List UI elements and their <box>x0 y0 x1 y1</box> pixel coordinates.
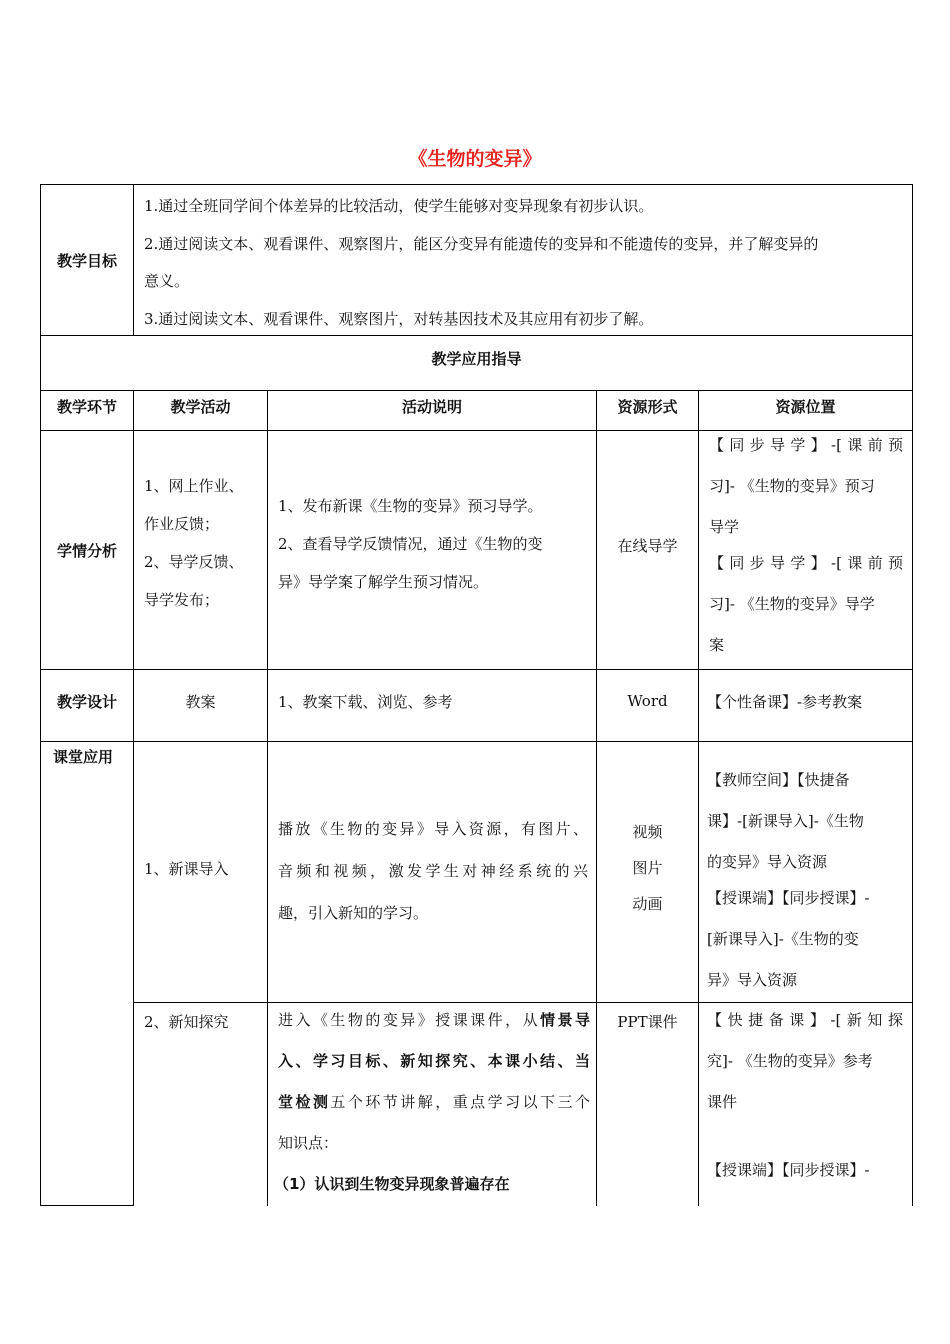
location-line: 导学 <box>709 518 740 536</box>
location-new-knowledge <box>699 1000 912 1191</box>
location-line: 究]- 《生物的变异》参考 <box>707 1052 873 1070</box>
description-text: 进入《生物的变异》授课课件，从 <box>278 1011 541 1029</box>
stage-design: 教学设计 <box>56 692 117 711</box>
activity-new-lesson: 1、新课导入 <box>144 859 229 878</box>
goal-item: 1.通过全班同学间个体差异的比较活动，使学生能够对变异现象有初步认识。 <box>144 197 654 215</box>
description-line: 音频和视频，激发学生对神经系统的兴 <box>278 862 588 880</box>
description-line: 2、查看导学反馈情况，通过《生物的变 <box>278 535 543 553</box>
table-border <box>40 1205 133 1206</box>
guide-title: 教学应用指导 <box>431 349 522 368</box>
location-line: 课件 <box>707 1093 738 1111</box>
header-stage: 教学环节 <box>56 397 117 416</box>
table-border <box>912 184 913 1206</box>
location-line: 【同步导学】-[课前预 <box>709 436 903 454</box>
location-line: 【快捷备课】-[新知探 <box>707 1011 903 1029</box>
goals-label: 教学目标 <box>56 251 117 270</box>
header-resource-form: 资源形式 <box>617 397 678 416</box>
goal-item: 2.通过阅读文本、观看课件、观察图片，能区分变异有能遗传的变异和不能遗传的变异，并了解变异的 <box>144 234 819 253</box>
location-line: 异》导入资源 <box>707 971 798 989</box>
description-line <box>278 1000 590 1041</box>
goals-content <box>134 185 912 335</box>
location-line: 案 <box>709 636 725 654</box>
form-new-lesson <box>597 814 698 922</box>
activity-line: 作业反馈； <box>144 515 220 533</box>
header-resource-location: 资源位置 <box>775 397 836 416</box>
activity-line: 1、网上作业、 <box>144 477 244 495</box>
stage-analysis: 学情分析 <box>56 541 117 560</box>
goal-item: 意义。 <box>144 272 190 290</box>
location-line: 【授课端】【同步授课】- <box>707 889 870 907</box>
activity-line: 导学发布； <box>144 591 220 609</box>
form-new-knowledge: PPT课件 <box>617 1013 678 1031</box>
stage-classroom: 课堂应用 <box>53 748 114 766</box>
location-line: 【教师空间】【快捷备 <box>707 771 850 789</box>
activity-analysis <box>134 467 267 619</box>
location-line: [新课导入]-《生物的变 <box>707 930 859 948</box>
knowledge-point: （1）认识到生物变异现象普遍存在 <box>274 1175 510 1193</box>
description-line <box>278 1082 590 1123</box>
location-line: 【授课端】【同步授课】- <box>707 1161 870 1179</box>
location-analysis <box>699 425 912 666</box>
description-emphasis: 入、学习目标、新知探究、本课小结、当 <box>278 1052 590 1070</box>
activity-line: 2、导学反馈、 <box>144 553 244 571</box>
description-analysis <box>268 487 596 601</box>
document-title: 《生物的变异》 <box>408 148 542 170</box>
activity-design: 教案 <box>185 692 216 711</box>
form-line: 视频 <box>632 823 663 841</box>
header-activity: 教学活动 <box>170 397 231 416</box>
location-design: 【个性备课】-参考教案 <box>707 692 863 711</box>
description-new-lesson <box>268 808 596 934</box>
location-line: 习]- 《生物的变异》导学 <box>709 595 875 613</box>
description-text: 五个环节讲解，重点学习以下三个 <box>330 1093 590 1111</box>
description-emphasis: 情景导 <box>540 1011 590 1029</box>
location-line: 习]- 《生物的变异》预习 <box>709 477 875 495</box>
header-description: 活动说明 <box>401 397 462 416</box>
description-design: 1、教案下载、浏览、参考 <box>278 692 453 711</box>
location-new-lesson <box>699 760 912 1001</box>
description-line: 异》导学案了解学生预习情况。 <box>278 573 489 591</box>
form-line: 动画 <box>632 895 663 913</box>
description-line: 播放《生物的变异》导入资源，有图片、 <box>278 820 588 838</box>
goal-item: 3.通过阅读文本、观看课件、观察图片，对转基因技术及其应用有初步了解。 <box>144 309 654 328</box>
description-line: 趣，引入新知的学习。 <box>278 904 429 922</box>
location-line: 的变异》导入资源 <box>707 853 828 871</box>
form-line: 图片 <box>632 859 663 877</box>
form-design: Word <box>627 692 668 710</box>
location-line: 【同步导学】-[课前预 <box>709 554 903 572</box>
location-line: 课】-[新课导入]-《生物 <box>707 812 864 830</box>
form-analysis: 在线导学 <box>617 536 678 555</box>
description-emphasis: 堂检测 <box>278 1093 331 1111</box>
description-new-knowledge <box>268 1000 596 1205</box>
activity-new-knowledge: 2、新知探究 <box>144 1013 229 1031</box>
description-line: 1、发布新课《生物的变异》预习导学。 <box>278 497 543 515</box>
description-line: 知识点： <box>278 1134 339 1152</box>
